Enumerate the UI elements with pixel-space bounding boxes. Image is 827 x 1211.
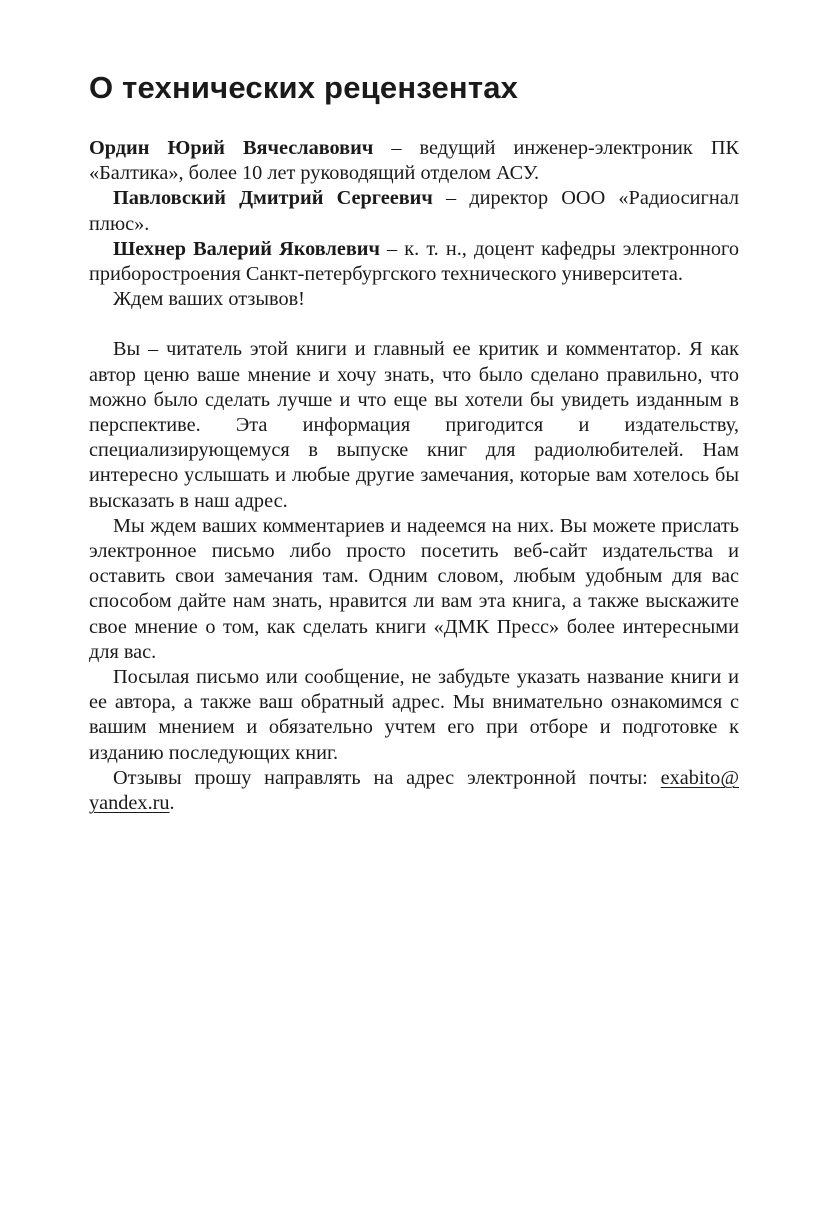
feedback-paragraph: Посылая письмо или сообщение, не забудьте указать название книги и ее автора, а также ваш обратный адрес. Мы внимательно ознакомимся с вашим мнением и обязательно учтем его при отборе и подготовке к изданию последующих книг. (89, 666, 739, 764)
contact-suffix: . (169, 792, 175, 815)
page-title: О технических рецензентах (89, 70, 519, 105)
page (89, 68, 739, 816)
contact-prefix: Отзывы прошу направлять на адрес электронной почты: (113, 766, 661, 789)
reviewer-entry (89, 186, 739, 236)
reviewer-name: Павловский Дмитрий Сергеевич (113, 187, 433, 210)
email-link[interactable]: exabito@​yandex.ru (89, 766, 739, 815)
reviewer-name: Ордин Юрий Вячеславович (89, 137, 374, 159)
reviewer-description: – ведущий инженер-электроник ПК «Балтика», более 10 лет руководящий отделом АСУ. (89, 137, 739, 185)
contact-paragraph (89, 766, 739, 816)
feedback-heading: Ждем ваших отзывов! (113, 288, 305, 311)
reviewer-description: – директор ООО «Радиосигнал плюс». (89, 187, 739, 235)
reviewer-entry (89, 237, 739, 287)
feedback-paragraph: Мы ждем ваших комментариев и надеемся на них. Вы можете прислать электронное письмо либо просто посетить веб-сайт издательства и оставить свои замечания там. Одним словом, любым удобным для вас способом дайте нам знать, нравится ли вам эта книга, а также выскажите свое мнение о том, как сделать книги «ДМК Пресс» более интересными для вас. (89, 514, 739, 663)
feedback-paragraph: Вы – читатель этой книги и главный ее критик и комментатор. Я как автор ценю ваше мнение и хочу знать, что было сделано правильно, что можно было сделать лучше и что еще вы хотели бы увидеть изданным в перспективе. Эта информация пригодится и издательству, специализирующемуся в выпуске книг для радиолюбителей. Нам интересно услышать и любые другие замечания, которые вам хотелось бы высказать в наш адрес. (89, 338, 739, 512)
reviewer-entry (89, 136, 739, 186)
reviewer-name: Шехнер Валерий Яковлевич (113, 237, 380, 260)
body-text (89, 136, 739, 816)
section-spacer (89, 312, 739, 337)
reviewer-description: – к. т. н., доцент кафедры электронного приборостроения Санкт-петербургского технического университета. (89, 237, 739, 286)
